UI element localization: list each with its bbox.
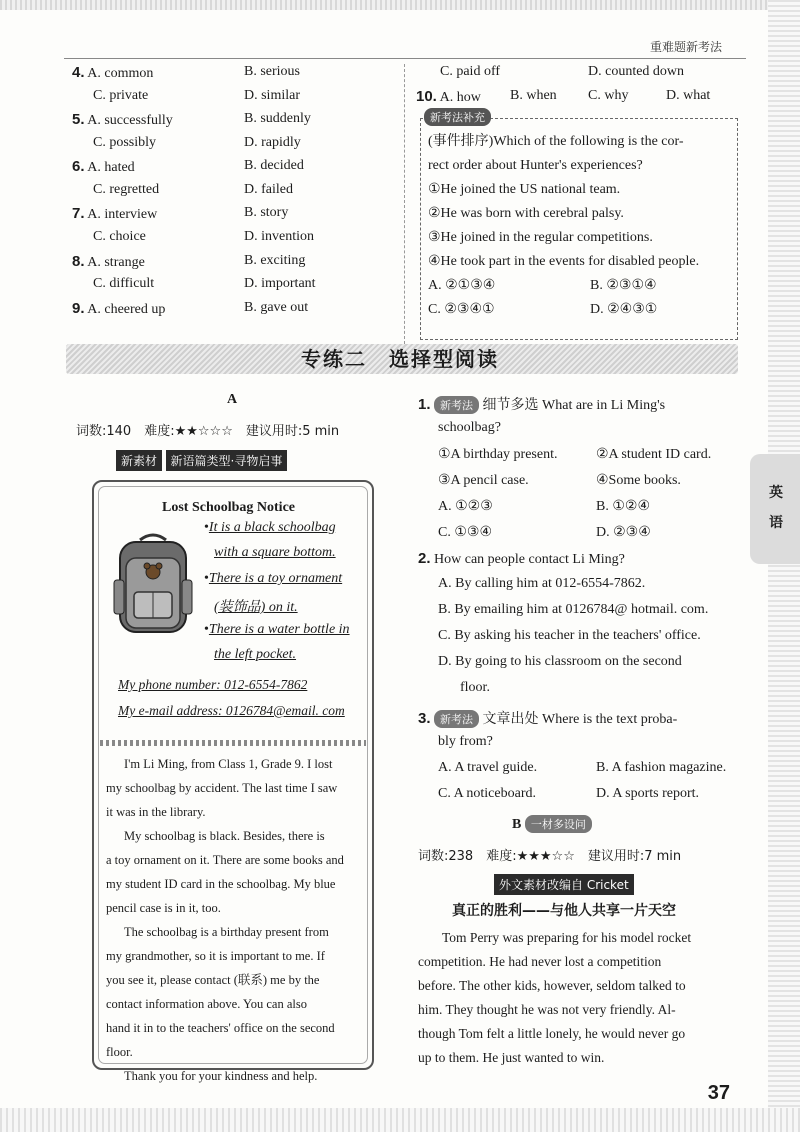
q1-item-2: ②A student ID card. xyxy=(596,447,712,462)
body-line: my schoolbag by accident. The last time I saw xyxy=(106,781,338,795)
q3-option-c: C. A noticeboard. xyxy=(438,786,536,801)
passage-a-stats: 词数:140 难度:★★☆☆☆ 建议用时:5 min xyxy=(76,424,340,439)
section-title: 专练二 选择型阅读 xyxy=(301,347,499,371)
notice-bullet-1-cont: with a square bottom. xyxy=(214,545,336,560)
q7-option-d: D. invention xyxy=(244,229,314,244)
supplement-question-line2: rect order about Hunter's experiences? xyxy=(428,158,643,173)
q6-option-d: D. failed xyxy=(244,182,293,197)
supplement-option-c: C. ②③④① xyxy=(428,302,495,317)
q7-row1: 7. A. interview xyxy=(72,205,158,222)
body-line: pencil case is in it, too. xyxy=(106,901,221,915)
q4-row1: 4. A. common xyxy=(72,64,154,81)
notice-bullet-2: •There is a toy ornament xyxy=(204,571,343,586)
body-line: floor. xyxy=(106,1045,133,1059)
supplement-event-2: ②He was born with cerebral palsy. xyxy=(428,206,624,221)
notice-phone: My phone number: 012-6554-7862 xyxy=(118,677,308,692)
wavy-divider xyxy=(100,740,366,746)
supplement-option-d: D. ②④③① xyxy=(590,302,658,317)
body-line: him. They thought he was not very friendly. Al- xyxy=(418,1002,676,1017)
q9-option-c: C. paid off xyxy=(440,64,501,79)
notice-bullet-1: •It is a black schoolbag xyxy=(204,520,336,535)
q4-option-c: C. private xyxy=(93,88,149,103)
q3-line1: 3. 新考法 文章出处 Where is the text proba- xyxy=(418,710,678,727)
notice-title: Lost Schoolbag Notice xyxy=(162,500,295,515)
passage-b-source-row: 外文素材改编自 Cricket xyxy=(494,874,634,895)
q1-option-a: A. ①②③ xyxy=(438,499,493,514)
bullet-dot: • xyxy=(204,622,209,637)
q1-line2: schoolbag? xyxy=(438,420,501,435)
body-line: a toy ornament on it. There are some books and xyxy=(106,853,344,867)
q4-option-d: D. similar xyxy=(244,88,300,103)
supplement-option-b: B. ②③①④ xyxy=(590,278,657,293)
q8-option-d: D. important xyxy=(244,276,316,291)
supplement-question-line1: (事件排序)Which of the following is the cor- xyxy=(428,134,684,149)
schoolbag-illustration xyxy=(112,530,194,638)
q6-option-b: B. decided xyxy=(244,158,304,173)
column-divider xyxy=(404,64,405,344)
q10-row: 10. A. how xyxy=(416,88,481,105)
subject-side-label: 英 语 xyxy=(769,485,783,531)
q5-option-b: B. suddenly xyxy=(244,111,311,126)
running-header: 重难题新考法 xyxy=(649,40,722,54)
q1-item-1: ①A birthday present. xyxy=(438,447,558,462)
scan-noise-right xyxy=(768,0,800,1132)
q1-line1: 1. 新考法 细节多选 What are in Li Ming's xyxy=(418,396,666,413)
passage-b-body xyxy=(418,926,740,1070)
q3-option-d: D. A sports report. xyxy=(596,786,700,801)
body-line: I'm Li Ming, from Class 1, Grade 9. I lost xyxy=(124,757,333,771)
body-line: my student ID card in the schoolbag. My blue xyxy=(106,877,336,891)
notice-email: My e-mail address: 0126784@email. com xyxy=(118,703,345,718)
body-line: though Tom felt a little lonely, he would never go xyxy=(418,1026,686,1041)
scan-noise-bottom xyxy=(0,1108,800,1132)
q7-option-c: C. choice xyxy=(93,229,146,244)
q3-option-b: B. A fashion magazine. xyxy=(596,760,727,775)
q6-row1: 6. A. hated xyxy=(72,158,135,175)
q1-item-3: ③A pencil case. xyxy=(438,473,529,488)
q1-option-c: C. ①③④ xyxy=(438,525,492,540)
q5-option-c: C. possibly xyxy=(93,135,157,150)
body-line: The schoolbag is a birthday present from xyxy=(124,925,329,939)
q10-option-b: B. when xyxy=(510,88,557,103)
passage-a-body xyxy=(106,752,368,1088)
q1-item-4: ④Some books. xyxy=(596,473,681,488)
body-line: before. The other kids, however, seldom talked to xyxy=(418,978,686,993)
q9-row1: 9. A. cheered up xyxy=(72,300,166,317)
notice-bullet-2-cont: (装饰品) on it. xyxy=(214,600,298,615)
supplement-tag: 新考法补充 xyxy=(424,108,491,126)
supplement-event-1: ①He joined the US national team. xyxy=(428,182,621,197)
q2-stem: 2. How can people contact Li Ming? xyxy=(418,550,625,567)
body-line: up to them. He just wanted to win. xyxy=(418,1050,605,1065)
supplement-option-a: A. ②①③④ xyxy=(428,278,496,293)
q9-option-d: D. counted down xyxy=(588,64,685,79)
q9-option-b: B. gave out xyxy=(244,300,309,315)
q8-option-c: C. difficult xyxy=(93,276,155,291)
q1-option-b: B. ①②④ xyxy=(596,499,650,514)
q7-option-b: B. story xyxy=(244,205,289,220)
q5-option-d: D. rapidly xyxy=(244,135,301,150)
notice-bullet-3-cont: the left pocket. xyxy=(214,647,297,662)
scan-noise-top xyxy=(0,0,800,10)
q10-option-c: C. why xyxy=(588,88,629,103)
body-line: it was in the library. xyxy=(106,805,206,819)
header-rule xyxy=(64,58,746,59)
page-number: 37 xyxy=(707,1082,730,1104)
body-line: you see it, please contact (联系) me by the xyxy=(106,973,320,987)
passage-b-stats: 词数:238 难度:★★★☆☆ 建议用时:7 min xyxy=(418,849,682,864)
body-line: competition. He had never lost a competition xyxy=(418,954,662,969)
q2-option-b: B. By emailing him at 0126784@ hotmail. com. xyxy=(438,602,709,617)
bullet-dot: • xyxy=(204,571,209,586)
q6-option-c: C. regretted xyxy=(93,182,160,197)
body-line: my grandmother, so it is important to me. If xyxy=(106,949,325,963)
body-line: Tom Perry was preparing for his model rocket xyxy=(442,930,692,945)
body-line: contact information above. You can also xyxy=(106,997,307,1011)
q3-line2: bly from? xyxy=(438,734,493,749)
q2-option-c: C. By asking his teacher in the teachers' office. xyxy=(438,628,701,643)
supplement-event-4: ④He took part in the events for disabled people. xyxy=(428,254,700,269)
q1-option-d: D. ②③④ xyxy=(596,525,651,540)
q3-option-a: A. A travel guide. xyxy=(438,760,538,775)
passage-a-tags: 新素材 新语篇类型·寻物启事 xyxy=(116,450,287,471)
body-line: Thank you for your kindness and help. xyxy=(124,1069,318,1083)
notice-bullet-3: •There is a water bottle in xyxy=(204,622,350,637)
passage-a-heading: A xyxy=(227,392,238,407)
q5-row1: 5. A. successfully xyxy=(72,111,173,128)
bullet-dot: • xyxy=(204,520,209,535)
q10-option-d: D. what xyxy=(666,88,711,103)
q2-option-d: D. By going to his classroom on the second xyxy=(438,654,682,669)
q2-option-d-cont: floor. xyxy=(460,680,490,695)
q4-option-b: B. serious xyxy=(244,64,300,79)
body-line: My schoolbag is black. Besides, there is xyxy=(124,829,325,843)
body-line: hand it in to the teachers' office on the second xyxy=(106,1021,335,1035)
q8-option-b: B. exciting xyxy=(244,253,306,268)
q2-option-a: A. By calling him at 012-6554-7862. xyxy=(438,576,646,591)
q8-row1: 8. A. strange xyxy=(72,253,145,270)
passage-b-title: 真正的胜利——与他人共享一片天空 xyxy=(452,903,676,919)
passage-b-heading-row: B 一材多设问 xyxy=(512,815,592,833)
supplement-event-3: ③He joined in the regular competitions. xyxy=(428,230,653,245)
